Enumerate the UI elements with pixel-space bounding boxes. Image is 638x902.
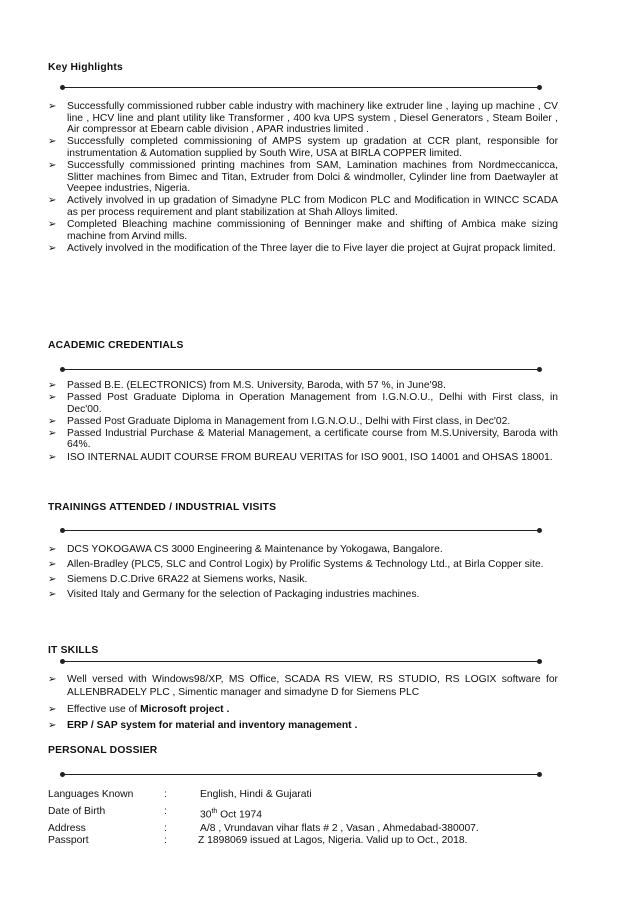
list-item: ➢ Passed Post Graduate Diploma in Management from I.G.N.O.U., Delhi with First class, in Dec'02. — [48, 415, 511, 427]
dob-label: Date of Birth — [48, 806, 106, 817]
arrow-bullet-icon: ➢ — [48, 195, 57, 207]
list-item: ➢ Effective use of Microsoft project . — [48, 703, 230, 715]
list-item: ➢ Passed Post Graduate Diploma in Operation Management from I.G.N.O.U., Delhi with First class, in Dec'00. — [48, 392, 558, 415]
arrow-bullet-icon: ➢ — [48, 159, 57, 171]
list-item: ➢ Well versed with Windows98/XP, MS Office, SCADA RS VIEW, RS STUDIO, RS LOGIX software for ALLENBRADELY PLC , Simentic manager and simadyne D for Siemens PLC — [48, 674, 558, 699]
section-divider — [62, 774, 540, 775]
section-divider — [62, 369, 540, 370]
arrow-bullet-icon: ➢ — [48, 415, 57, 427]
list-item: ➢ Siemens D.C.Drive 6RA22 at Siemens works, Nasik. — [48, 574, 308, 585]
address-label: Address — [48, 823, 86, 834]
it-skills-heading: IT SKILLS — [48, 645, 99, 656]
arrow-bullet-icon: ➢ — [48, 218, 57, 230]
arrow-bullet-icon: ➢ — [48, 544, 57, 555]
colon: : — [164, 823, 167, 834]
section-divider — [62, 661, 540, 662]
colon: : — [164, 835, 167, 846]
list-item: ➢ Visited Italy and Germany for the selection of Packaging industries machines. — [48, 589, 420, 600]
list-item: ➢ Passed B.E. (ELECTRONICS) from M.S. University, Baroda, with 57 %, in June'98. — [48, 380, 446, 391]
academic-heading: ACADEMIC CREDENTIALS — [48, 340, 184, 351]
languages-label: Languages Known — [48, 789, 134, 800]
trainings-list — [48, 542, 558, 602]
languages-value: English, Hindi & Gujarati — [200, 789, 312, 800]
section-divider — [62, 530, 540, 531]
arrow-bullet-icon: ➢ — [48, 392, 57, 404]
arrow-bullet-icon: ➢ — [48, 674, 57, 685]
arrow-bullet-icon: ➢ — [48, 719, 57, 731]
erp-sap-text: ERP / SAP system for material and inventory management . — [67, 719, 358, 731]
list-item: ➢ Successfully commissioned rubber cable industry with machinery like extruder line , laying up machine , CV line , HCV line and plant utility like Transformer , 400 kva UPS system , Diesel Generators , Steam Boiler , Air compressor at Ebearn cable division , APAR industries limited . — [48, 101, 558, 136]
passport-label: Passport — [48, 835, 89, 846]
list-item: ➢ Actively involved in up gradation of Simadyne PLC from Modicon PLC and Modification in WINCC SCADA as per process requirement and plant stabilization at Shah Alloys limited. — [48, 195, 558, 218]
personal-dossier-heading: PERSONAL DOSSIER — [48, 745, 158, 756]
list-item: ➢ ISO INTERNAL AUDIT COURSE FROM BUREAU VERITAS for ISO 9001, ISO 14001 and OHSAS 18001. — [48, 451, 553, 463]
passport-value: Z 1898069 issued at Lagos, Nigeria. Valid up to Oct., 2018. — [198, 835, 468, 846]
arrow-bullet-icon: ➢ — [48, 703, 57, 715]
trainings-heading: TRAININGS ATTENDED / INDUSTRIAL VISITS — [48, 502, 277, 513]
colon: : — [164, 789, 167, 800]
arrow-bullet-icon: ➢ — [48, 559, 57, 570]
colon: : — [164, 806, 167, 817]
it-skills-list — [48, 673, 558, 732]
dob-value: 30th Oct 1974 — [200, 808, 262, 821]
arrow-bullet-icon: ➢ — [48, 574, 57, 585]
key-highlights-list — [48, 101, 558, 255]
list-item — [48, 719, 558, 732]
arrow-bullet-icon: ➢ — [48, 451, 57, 463]
list-item: ➢ Passed Industrial Purchase & Material Management, a certificate course from M.S.University, Baroda with 64%. — [48, 427, 558, 451]
arrow-bullet-icon: ➢ — [48, 427, 57, 439]
microsoft-project-text: Microsoft project . — [140, 703, 230, 715]
key-highlights-heading: Key Highlights — [48, 62, 123, 73]
list-item: ➢ Allen-Bradley (PLC5, SLC and Control Logix) by Prolific Systems & Technology Ltd., at Birla Copper site. — [48, 559, 544, 570]
academic-list — [48, 380, 558, 464]
list-item: ➢ Successfully commissioned printing machines from SAM, Lamination machines from Nordmeccanicca, Slitter machines from Bimec and Titan, Extruder from Dolci & windmoller, Cylinder line from Daetwayler at Veepee industries, Nigeria. — [48, 159, 558, 195]
section-divider — [62, 87, 540, 88]
list-item: ➢ Successfully completed commissioning of AMPS system up gradation at CCR plant, responsible for instrumentation & Automation supplied by South Wire, USA at BIRLA COPPER limited. — [48, 136, 558, 159]
list-item: ➢ DCS YOKOGAWA CS 3000 Engineering & Maintenance by Yokogawa, Bangalore. — [48, 544, 443, 555]
list-item: ➢ Completed Bleaching machine commissioning of Benninger make and shifting of Ambica make sizing machine from Arvind mills. — [48, 218, 558, 242]
list-item: ➢ Actively involved in the modification of the Three layer die to Five layer die project at Gujrat propack limited. — [48, 242, 556, 254]
arrow-bullet-icon: ➢ — [48, 380, 57, 391]
address-value: A/8 , Vrundavan vihar flats # 2 , Vasan , Ahmedabad-380007. — [200, 823, 479, 834]
arrow-bullet-icon: ➢ — [48, 589, 57, 600]
arrow-bullet-icon: ➢ — [48, 242, 57, 254]
arrow-bullet-icon: ➢ — [48, 101, 57, 112]
arrow-bullet-icon: ➢ — [48, 136, 57, 148]
